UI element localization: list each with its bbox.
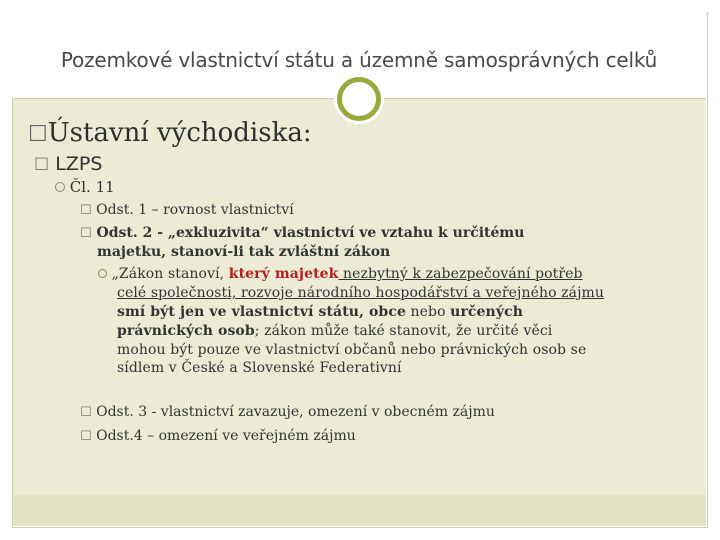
lzps-label: LZPS (55, 153, 103, 175)
quote-highlight: který majetek (228, 266, 339, 282)
odst2-text-1: Odst. 2 - „exkluzivita“ vlastnictví ve vztahu k určitému (96, 225, 525, 241)
heading-line (28, 118, 312, 148)
quote-line-6 (117, 360, 402, 376)
quote-bold: právnických osob (117, 323, 255, 339)
odst1-line (80, 202, 294, 218)
quote-text: mohou být pouze ve vlastnictví občanů nebo právnických osob se (117, 342, 587, 358)
checkbox-bullet-icon: ☐ (80, 203, 92, 218)
footer-band (13, 495, 706, 526)
odst3-text: Odst. 3 - vlastnictví zavazuje, omezení v obecném zájmu (96, 404, 495, 420)
quote-text: nebo (405, 304, 451, 320)
slide-title: Pozemkové vlastnictví státu a územně samosprávných celků (60, 48, 658, 72)
quote-underlined: celé společnosti, rozvoje národního hospodářství a veřejného zájmu (117, 285, 605, 301)
quote-bold: smí být jen ve vlastnictví státu, obce (117, 304, 406, 320)
checkbox-bullet-icon: ☐ (34, 155, 50, 175)
checkbox-bullet-icon: ☐ (80, 429, 92, 444)
quote-text: „Zákon stanoví, (111, 266, 229, 282)
quote-line-1 (98, 266, 583, 282)
odst2-line (80, 225, 524, 241)
lzps-line (34, 153, 102, 175)
quote-line-5 (117, 342, 586, 358)
ring-bullet-icon (98, 269, 107, 278)
checkbox-bullet-icon: ☐ (80, 226, 92, 241)
cl-line (55, 178, 115, 196)
divider-circle-icon (337, 77, 381, 121)
odst3-line (80, 404, 495, 420)
odst2-line-2 (97, 244, 390, 260)
odst1-text: Odst. 1 – rovnost vlastnictví (96, 202, 294, 218)
quote-text: ; zákon může také stanovit, že určité věci (254, 323, 553, 339)
checkbox-bullet-icon: ☐ (28, 122, 48, 147)
quote-line-4 (117, 323, 552, 339)
checkbox-bullet-icon: ☐ (80, 405, 92, 420)
odst4-text: Odst.4 – omezení ve veřejném zájmu (96, 428, 356, 444)
quote-underlined: nezbytný k zabezpečování potřeb (338, 266, 583, 282)
ring-bullet-icon (55, 182, 65, 192)
quote-line-3 (117, 304, 523, 320)
quote-line-2 (117, 285, 604, 301)
odst4-line (80, 428, 356, 444)
quote-bold: určených (450, 304, 523, 320)
cl-label: Čl. 11 (69, 178, 115, 196)
heading: Ústavní východiska: (47, 118, 312, 148)
odst2-text-2: majetku, stanoví-li tak zvláštní zákon (97, 244, 391, 260)
quote-text: sídlem v České a Slovenské Federativní (117, 360, 402, 376)
